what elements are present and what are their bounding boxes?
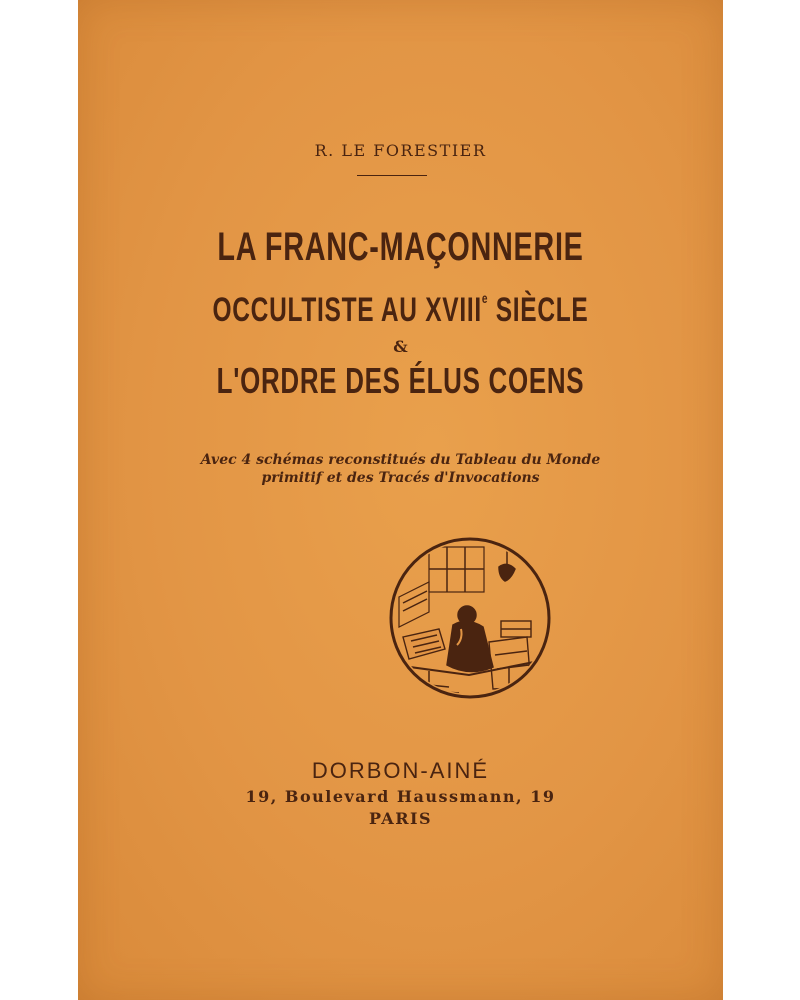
title-line-1: LA FRANC-MAÇONNERIE — [217, 225, 584, 269]
book-cover — [78, 0, 723, 1000]
publisher-city: PARIS — [368, 809, 433, 828]
title-line-2-end: SIÈCLE — [488, 291, 589, 329]
publisher-address: 19, Boulevard Haussmann, 19 — [245, 787, 556, 806]
subtitle — [78, 451, 723, 487]
subtitle-line-1: Avec 4 schémas reconstitués du Tableau du Monde — [200, 452, 601, 468]
title-line-2-main: OCCULTISTE AU XVIII — [212, 291, 482, 329]
author-name: R. LE FORESTIER — [314, 141, 487, 160]
title-line-2 — [168, 290, 632, 330]
publisher-name: DORBON-AINÉ — [311, 758, 490, 783]
subtitle-line-2: primitif et des Tracés d'Invocations — [261, 470, 540, 486]
title-line-3: L'ORDRE DES ÉLUS COENS — [216, 360, 585, 401]
scholar-reading-vignette — [389, 537, 551, 699]
author-divider — [357, 175, 427, 176]
ampersand: & — [393, 337, 408, 356]
title-line-2-superscript: e — [481, 290, 489, 306]
